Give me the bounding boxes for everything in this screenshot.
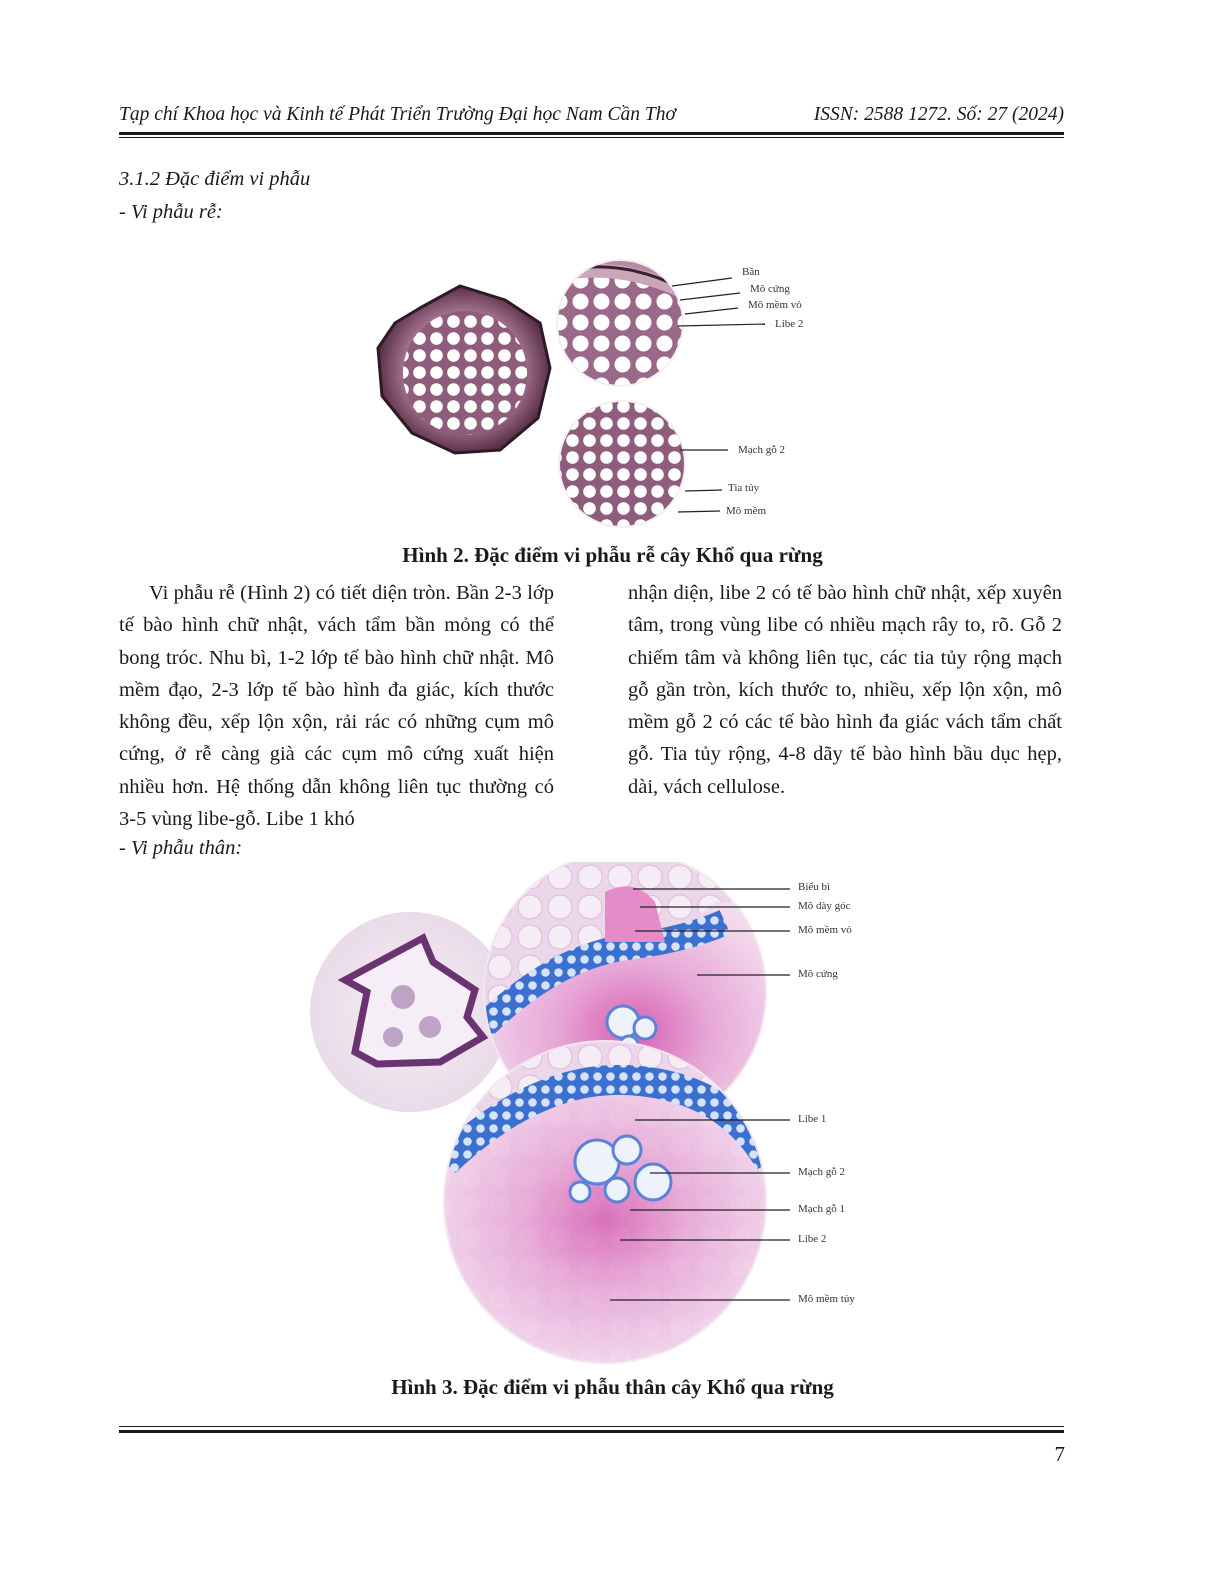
fig2-label-tia-tuy: Tia tủy: [728, 482, 760, 494]
fig3-label-mach-go-2: Mạch gỗ 2: [798, 1166, 846, 1178]
fig2-label-mo-cung: Mô cứng: [750, 283, 790, 295]
footer-rule: [119, 1430, 1064, 1433]
stem-subheading: - Vi phẫu thân:: [119, 837, 243, 859]
fig3-label-mo-day-goc: Mô dày góc: [798, 900, 851, 912]
left-paragraph: Vi phẫu rễ (Hình 2) có tiết diện tròn. Bần 2-3 lớp tế bào hình chữ nhật, vách tẩm bần mỏng có thể bong tróc. Nhu bì, 1-2 lớp tế bào hình chữ nhật. Mô mềm đạo, 2-3 lớp tế bào hình đa giác, kích thước không đều, xếp lộn xộn, rải rác có những cụm mô cứng, ở rễ càng già các cụm mô cứng xuất hiện nhiều hơn. Hệ thống dẫn không liên tục thường có 3-5 vùng libe-gỗ. Libe 1 khó: [119, 582, 554, 831]
section-heading: 3.1.2 Đặc điểm vi phẫu: [119, 168, 311, 190]
issn-issue: ISSN: 2588 1272. Số: 27 (2024): [813, 104, 1064, 125]
figure3-caption: Hình 3. Đặc điểm vi phẫu thân cây Khổ qua rừng: [391, 1375, 834, 1399]
fig2-label-mo-mem-vo: Mô mềm vỏ: [748, 299, 802, 311]
header-rule-thin: [119, 137, 1064, 138]
header-rule: [119, 132, 1064, 135]
figure2-caption: Hình 2. Đặc điểm vi phẫu rễ cây Khổ qua rừng: [402, 543, 823, 567]
fig2-label-libe-2: Libe 2: [775, 318, 804, 330]
root-subheading: - Vi phẫu rễ:: [119, 201, 223, 223]
body-right-column: [628, 577, 1062, 803]
figure2-micrograph: [360, 228, 840, 540]
fig3-label-libe-2: Libe 2: [798, 1233, 827, 1245]
running-header: [119, 104, 1064, 130]
fig3-label-mo-cung: Mô cứng: [798, 968, 838, 980]
fig3-label-mo-mem-tuy: Mô mềm tủy: [798, 1293, 855, 1305]
fig3-label-mo-mem-vo: Mô mềm vỏ: [798, 924, 852, 936]
footer-rule-thin: [119, 1426, 1064, 1427]
fig2-label-mach-go-2: Mạch gỗ 2: [738, 444, 786, 456]
fig3-label-libe-1: Libe 1: [798, 1113, 827, 1125]
fig3-label-mach-go-1: Mạch gỗ 1: [798, 1203, 846, 1215]
fig2-label-ban: Bần: [742, 266, 760, 278]
fig2-label-mo-mem: Mô mềm: [726, 505, 767, 517]
figure2-pointers: [672, 278, 765, 512]
body-left-column: [119, 577, 554, 835]
journal-title: Tạp chí Khoa học và Kinh tế Phát Triển Trường Đại học Nam Cần Thơ: [119, 104, 676, 125]
right-paragraph: nhận diện, libe 2 có tế bào hình chữ nhật, xếp xuyên tâm, trong vùng libe có nhiều mạch rây to, rõ. Gỗ 2 chiếm tâm và không liên tục, các tia tủy rộng mạch gỗ gần tròn, kích thước to, nhiều, xếp lộn xộn, mô mềm gỗ 2 có các tế bào hình đa giác vách tẩm chất gỗ. Tia tủy rộng, 4-8 dãy tế bào hình bầu dục hẹp, dài, vách cellulose.: [628, 582, 1062, 798]
fig3-label-bieu-bi: Biểu bì: [798, 881, 831, 893]
page-number: 7: [1054, 1442, 1065, 1466]
